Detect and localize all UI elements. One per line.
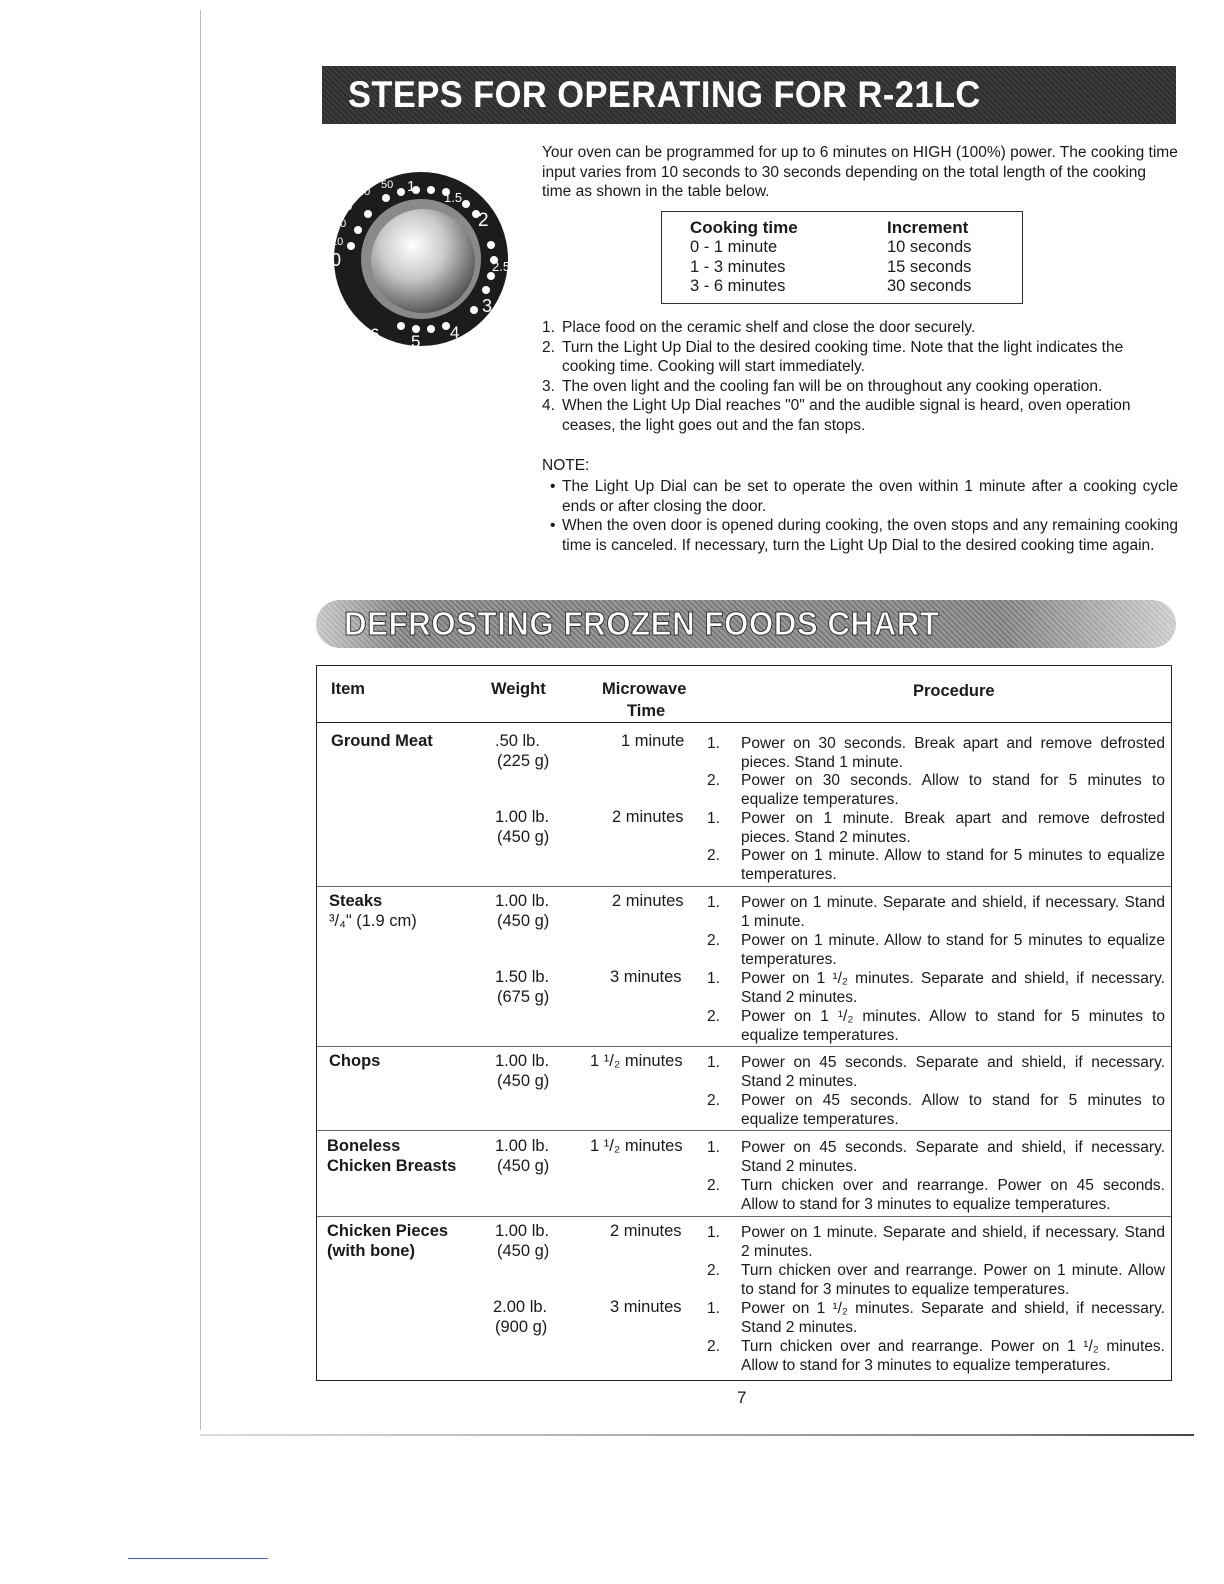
procedure-number: 1.: [707, 970, 720, 987]
weight-g: (450 g): [497, 1157, 550, 1175]
item-chicken-pieces-line1: Chicken Pieces: [327, 1222, 449, 1240]
procedure-number: 1.: [707, 1139, 720, 1156]
item-chops: Chops: [329, 1052, 381, 1070]
increment-cell: 15 seconds: [887, 258, 972, 276]
cooking-time-header: Cooking time: [690, 218, 798, 237]
weight-lb: 1.50 lb.: [495, 968, 550, 986]
dial-num-20: 20: [334, 218, 347, 230]
weight-header: Weight: [491, 680, 546, 698]
list-item: [550, 477, 1178, 516]
procedure-text: Turn chicken over and rearrange. Power on 45 seconds. Allow to stand for 3 minutes to equalize temperatures.: [741, 1177, 1165, 1213]
procedure-step: [707, 1262, 1165, 1299]
procedure-number: 2.: [707, 932, 720, 949]
item-steaks: Steaks: [329, 892, 383, 910]
dial-knob: [371, 209, 475, 313]
notes-list: [550, 477, 1178, 555]
note-text: The Light Up Dial can be set to operate the oven within 1 minute after a cooking cycle ends or after closing the door.: [562, 478, 1178, 515]
step-number: 2.: [542, 338, 555, 356]
step-number: 3.: [542, 377, 555, 395]
procedure-text: Power on 45 seconds. Separate and shield, if necessary. Stand 2 minutes.: [741, 1054, 1165, 1090]
row-divider: [317, 1216, 1171, 1217]
microwave-time: 2 minutes: [612, 808, 684, 826]
procedure-text: Power on 1 minute. Break apart and remove defrosted pieces. Stand 2 minutes.: [741, 810, 1165, 846]
dial-num-6: 6: [370, 325, 380, 344]
step-text: The oven light and the cooling fan will be on throughout any cooking operation.: [562, 377, 1103, 395]
procedure-text: Power on 1 ¹/₂ minutes. Separate and shield, if necessary. Stand 2 minutes.: [741, 1300, 1165, 1336]
dial-num-1-5: 1.5: [444, 190, 463, 205]
procedure-step: [707, 1054, 1165, 1091]
item-ground-meat: Ground Meat: [331, 732, 433, 750]
procedure-step: [707, 1177, 1165, 1214]
bullet: •: [550, 517, 556, 534]
weight-lb: 1.00 lb.: [495, 808, 550, 826]
dial-num-50: 50: [381, 179, 394, 191]
operating-steps-list: [542, 318, 1178, 435]
procedure-text: Power on 30 seconds. Break apart and remove defrosted pieces. Stand 1 minute.: [741, 735, 1165, 771]
item-header: Item: [331, 680, 365, 698]
increment-cell: 30 seconds: [887, 277, 972, 295]
time-header-line2: Time: [627, 702, 666, 720]
procedure-step: [707, 1092, 1165, 1129]
microwave-time: 1 ¹/₂ minutes: [590, 1137, 683, 1155]
procedure-number: 2.: [707, 1008, 720, 1025]
procedure-number: 2.: [707, 1092, 720, 1109]
microwave-time: 2 minutes: [612, 892, 684, 910]
page-number: 7: [737, 1388, 747, 1407]
item-chicken-pieces-line2: (with bone): [327, 1242, 415, 1260]
weight-g: (450 g): [497, 1242, 550, 1260]
procedure-step: [707, 932, 1165, 969]
procedure-text: Power on 1 ¹/₂ minutes. Separate and shield, if necessary. Stand 2 minutes.: [741, 970, 1165, 1006]
procedure-number: 1.: [707, 810, 720, 827]
procedure-text: Power on 1 ¹/₂ minutes. Allow to stand for 5 minutes to equalize temperatures.: [741, 1008, 1165, 1044]
dial-num-40: 40: [358, 186, 371, 198]
note-text: When the oven door is opened during cooking, the oven stops and any remaining cooking time is canceled. If necessary, turn the Light Up Dial to the desired cooking time again.: [562, 517, 1178, 554]
step-text: Turn the Light Up Dial to the desired cooking time. Note that the light indicates the cooking time. Cooking will start immediately.: [562, 338, 1124, 375]
dial-num-2-5: 2.5: [492, 259, 511, 274]
microwave-time: 2 minutes: [610, 1222, 682, 1240]
microwave-time: 1 ¹/₂ minutes: [590, 1052, 683, 1070]
procedure-number: 2.: [707, 1262, 720, 1279]
row-divider: [317, 886, 1171, 887]
dial-num-30: 30: [340, 201, 353, 213]
list-item: [542, 338, 1178, 377]
light-up-dial-icon: [326, 170, 516, 348]
dial-num-1: 1: [407, 178, 416, 195]
procedure-step: [707, 1008, 1165, 1045]
cooking-time-cell: 3 - 6 minutes: [690, 277, 786, 295]
procedure-text: Power on 1 minute. Allow to stand for 5 minutes to equalize temperatures.: [741, 932, 1165, 968]
microwave-time: 3 minutes: [610, 1298, 682, 1316]
procedure-step: [707, 810, 1165, 847]
procedure-text: Power on 30 seconds. Allow to stand for 5 minutes to equalize temperatures.: [741, 772, 1165, 808]
item-boneless-line1: Boneless: [327, 1137, 401, 1155]
list-item: [550, 516, 1178, 555]
procedure-step: [707, 772, 1165, 809]
procedure-text: Power on 1 minute. Separate and shield, if necessary. Stand 2 minutes.: [741, 1224, 1165, 1260]
step-number: 4.: [542, 397, 555, 414]
procedure-step: [707, 894, 1165, 931]
dial-num-10: 10: [331, 236, 344, 248]
procedure-step: [707, 970, 1165, 1007]
procedure-number: 1.: [707, 1224, 720, 1241]
weight-lb: 1.00 lb.: [495, 892, 550, 910]
note-label: NOTE:: [542, 457, 590, 474]
step-text: When the Light Up Dial reaches "0" and the audible signal is heard, oven operation ceases, the light goes out and the fan stops.: [562, 397, 1131, 434]
item-boneless-line2: Chicken Breasts: [327, 1157, 457, 1175]
list-item: [542, 396, 1178, 435]
procedure-text: Power on 45 seconds. Separate and shield, if necessary. Stand 2 minutes.: [741, 1139, 1165, 1175]
weight-lb: .50 lb.: [495, 732, 540, 750]
weight-lb: 2.00 lb.: [493, 1298, 548, 1316]
procedure-header: Procedure: [913, 682, 995, 700]
cooking-time-cell: 0 - 1 minute: [690, 238, 778, 256]
scan-underline: [128, 1558, 268, 1559]
weight-g: (225 g): [497, 752, 550, 770]
cooking-time-cell: 1 - 3 minutes: [690, 258, 786, 276]
chart-header-row: [317, 666, 1171, 723]
operating-steps-banner: [322, 66, 1176, 124]
procedure-step: [707, 1139, 1165, 1176]
weight-g: (450 g): [497, 828, 550, 846]
row-divider: [317, 1046, 1171, 1047]
step-text: Place food on the ceramic shelf and close the door securely.: [562, 319, 976, 336]
weight-g: (450 g): [497, 1072, 550, 1090]
time-header-line1: Microwave: [602, 680, 687, 698]
dial-num-4: 4: [450, 323, 460, 342]
dial-num-2: 2: [478, 210, 489, 231]
chart-title: DEFROSTING FROZEN FOODS CHART: [344, 605, 940, 642]
dial-num-0: 0: [331, 250, 342, 270]
procedure-number: 2.: [707, 847, 720, 864]
procedure-step: [707, 1338, 1165, 1375]
scan-edge-line: [200, 10, 201, 1430]
procedure-number: 2.: [707, 1177, 720, 1194]
increment-table: [661, 211, 1023, 304]
procedure-step: [707, 1300, 1165, 1337]
weight-g: (900 g): [495, 1318, 548, 1336]
dial-num-3: 3: [482, 296, 493, 316]
item-steaks-thickness: ³/₄" (1.9 cm): [329, 912, 417, 930]
weight-lb: 1.00 lb.: [495, 1222, 550, 1240]
procedure-step: [707, 847, 1165, 884]
procedure-text: Turn chicken over and rearrange. Power on 1 ¹/₂ minutes. Allow to stand for 3 minutes to equalize temperatures.: [741, 1338, 1165, 1374]
procedure-number: 2.: [707, 772, 720, 789]
procedure-step: [707, 1224, 1165, 1261]
list-item: [542, 377, 1178, 397]
procedure-text: Turn chicken over and rearrange. Power on 1 minute. Allow to stand for 3 minutes to equalize temperatures.: [741, 1262, 1165, 1298]
dial-num-5: 5: [411, 332, 421, 348]
step-number: 1.: [542, 319, 555, 336]
procedure-number: 1.: [707, 1054, 720, 1071]
procedure-text: Power on 1 minute. Allow to stand for 5 minutes to equalize temperatures.: [741, 847, 1165, 883]
list-item: [542, 318, 1178, 338]
scan-bottom-line: [200, 1434, 1194, 1436]
procedure-number: 1.: [707, 894, 720, 911]
procedure-number: 1.: [707, 735, 720, 752]
banner-title: STEPS FOR OPERATING FOR R-21LC: [348, 74, 981, 115]
microwave-time: 3 minutes: [610, 968, 682, 986]
bullet: •: [550, 478, 556, 495]
weight-g: (675 g): [497, 988, 550, 1006]
procedure-text: Power on 45 seconds. Allow to stand for 5 minutes to equalize temperatures.: [741, 1092, 1165, 1128]
microwave-time: 1 minute: [621, 732, 685, 750]
intro-paragraph: Your oven can be programmed for up to 6 minutes on HIGH (100%) power. The cooking time input varies from 10 seconds to 30 seconds depending on the total length of the cooking time as shown in the table below.: [542, 144, 1178, 200]
row-divider: [317, 1130, 1171, 1131]
weight-g: (450 g): [497, 912, 550, 930]
weight-lb: 1.00 lb.: [495, 1137, 550, 1155]
increment-cell: 10 seconds: [887, 238, 972, 256]
defrosting-chart-table: [316, 665, 1172, 1381]
procedure-number: 1.: [707, 1300, 720, 1317]
procedure-text: Power on 1 minute. Separate and shield, if necessary. Stand 1 minute.: [741, 894, 1165, 930]
increment-header: Increment: [887, 218, 969, 237]
defrost-chart-banner: [316, 600, 1176, 648]
procedure-number: 2.: [707, 1338, 720, 1355]
procedure-step: [707, 735, 1165, 772]
weight-lb: 1.00 lb.: [495, 1052, 550, 1070]
